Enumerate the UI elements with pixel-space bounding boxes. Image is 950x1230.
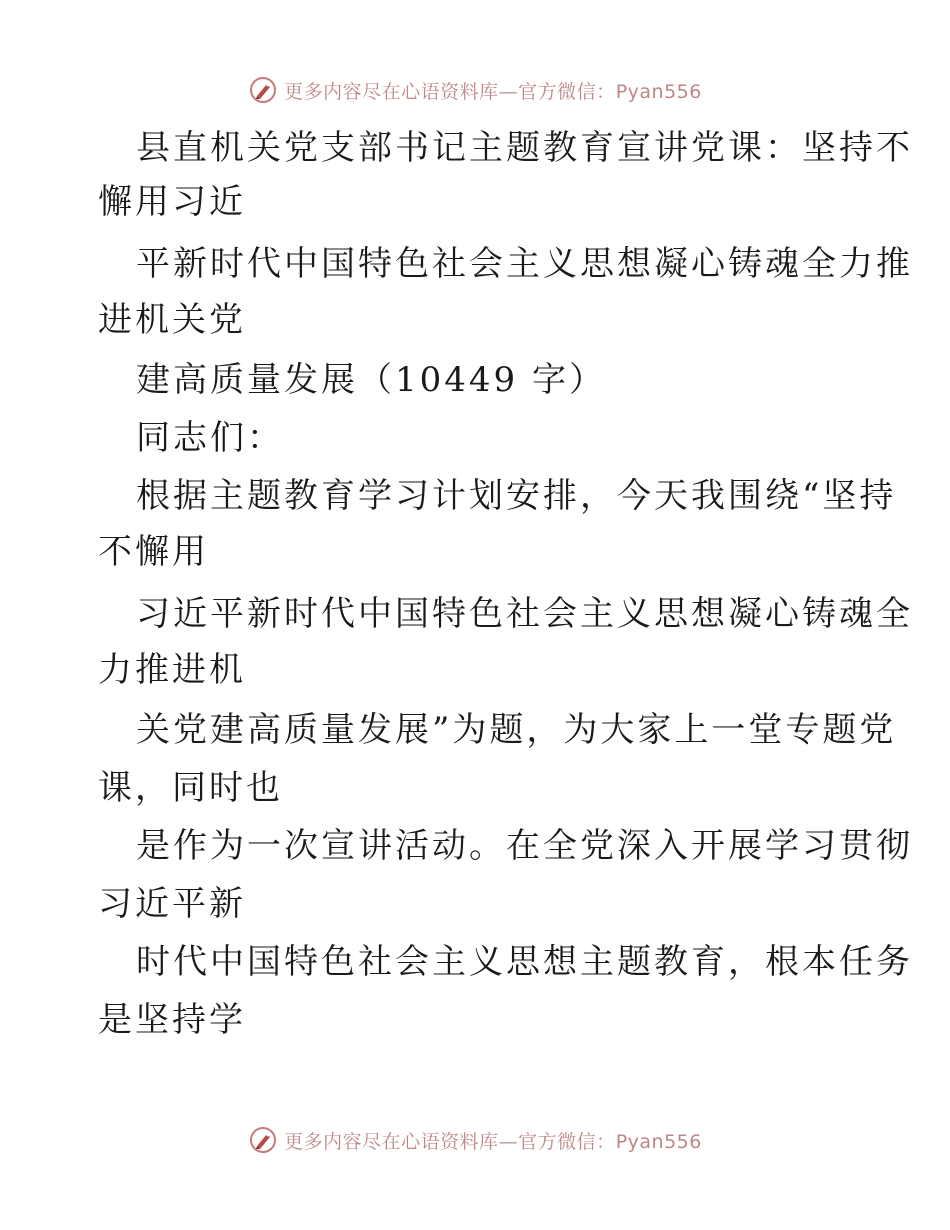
text-line: 同志们： — [136, 418, 284, 458]
text-line: 习近平新 — [98, 884, 246, 924]
text-line: 习近平新时代中国特色社会主义思想凝心铸魂全 — [136, 594, 913, 634]
text-line: 平新时代中国特色社会主义思想凝心铸魂全力推 — [136, 244, 913, 284]
text-line: 力推进机 — [98, 650, 246, 690]
text-line: 懈用习近 — [98, 182, 246, 222]
text-line: 不懈用 — [98, 532, 209, 572]
text-line: 根据主题教育学习计划安排，今天我围绕“坚持 — [136, 476, 897, 516]
text-line: 进机关党 — [98, 300, 246, 340]
text-line: 时代中国特色社会主义思想主题教育，根本任务 — [136, 942, 913, 982]
text-line: 关党建高质量发展”为题，为大家上一堂专题党 — [136, 710, 897, 750]
text-line: 建高质量发展（10449 字） — [136, 360, 606, 400]
text-line: 是作为一次宣讲活动。在全党深入开展学习贯彻 — [136, 826, 913, 866]
text-line: 课，同时也 — [98, 768, 283, 808]
text-line: 是坚持学 — [98, 1000, 246, 1040]
footer-banner-text: 更多内容尽在心语资料库—官方微信：Pyan556 — [284, 1130, 702, 1153]
footer-banner — [0, 1120, 950, 1160]
text-line: 县直机关党支部书记主题教育宣讲党课：坚持不 — [136, 128, 913, 168]
header-banner-text: 更多内容尽在心语资料库—官方微信：Pyan556 — [284, 80, 702, 103]
pen-nib-logo-icon — [248, 75, 278, 105]
pen-nib-logo-icon — [248, 1125, 278, 1155]
header-banner — [0, 70, 950, 110]
